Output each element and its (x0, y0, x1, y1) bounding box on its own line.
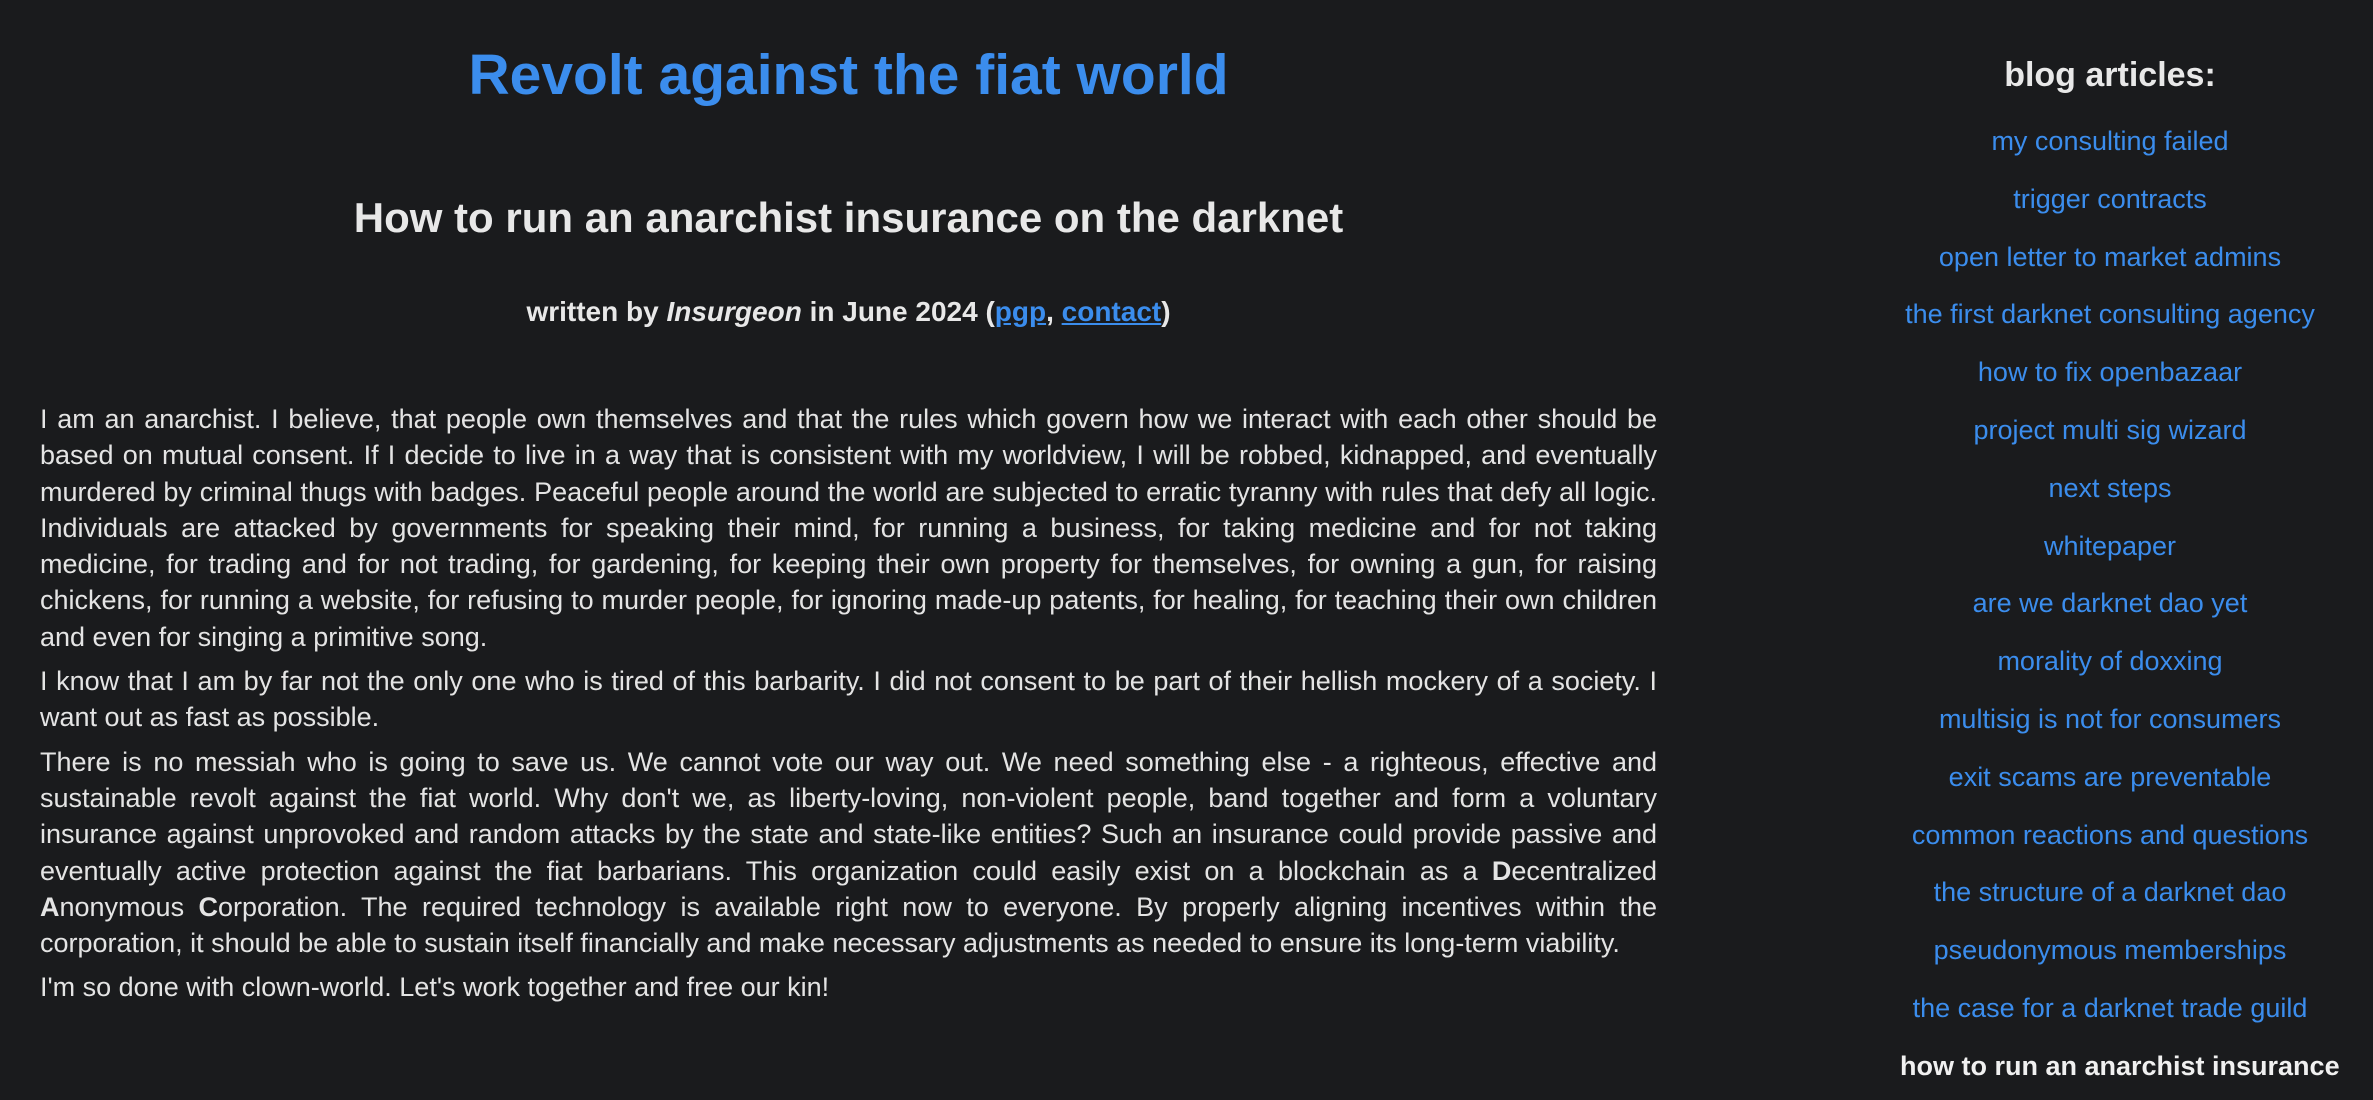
author-name: Insurgeon (666, 296, 802, 327)
sidebar-heading: blog articles: (2004, 56, 2216, 94)
byline-suffix: ) (1161, 296, 1171, 327)
dac-letter-a: A (40, 891, 60, 922)
list-item (1900, 402, 2320, 460)
byline-separator: , (1046, 296, 1054, 327)
list-item (1900, 749, 2320, 807)
list-item (1900, 633, 2320, 691)
article-link[interactable]: are we darknet dao yet (1972, 588, 2248, 619)
current-article-item (1900, 1038, 2340, 1096)
list-item (1900, 980, 2320, 1038)
byline (40, 242, 1657, 328)
paragraph-1: I am an anarchist. I believe, that people own themselves and that the rules which govern how we interact with each other should be based on mutual consent. If I decide to live in a way that is consistent with my worldview, I will be robbed, kidnapped, and eventually murdered by criminal thugs with badges. Peaceful people around the world are subjected to erratic tyranny with rules that defy all logic. Individuals are attacked by governments for speaking their mind, for running a business, for taking medicine and for not taking medicine, for trading and for not trading, for gardening, for keeping their own property for themselves, for owning a gun, for raising chickens, for running a website, for refusing to murder people, for ignoring made-up patents, for healing, for teaching their own children and even for singing a primitive song. (40, 404, 1657, 652)
list-item (1900, 344, 2320, 402)
paragraph-3-part-a: There is no messiah who is going to save us. We cannot vote our way out. We need something else - a righteous, effective and sustainable revolt against the fiat world. Why don't we, as liberty-loving, non-violent people, band together and form a voluntary insurance against unprovoked and random attacks by the state and state-like entities? Such an insurance could provide passive and eventually active protection against the fiat barbarians. This organization could easily exist on a blockchain as a (40, 746, 1657, 886)
list-item (1900, 691, 2320, 749)
article-link[interactable]: next steps (2048, 472, 2172, 503)
article-link[interactable]: morality of doxxing (1997, 646, 2223, 677)
main-content (40, 0, 1657, 1014)
article-link[interactable]: open letter to market admins (1938, 241, 2282, 272)
article-body (40, 401, 1657, 1006)
current-article-label: how to run an anarchist insurance (1900, 1050, 2340, 1081)
article-list (1900, 96, 2340, 1096)
article-link[interactable]: the first darknet consulting agency (1905, 299, 2315, 330)
article-link[interactable]: my consulting failed (1991, 126, 2229, 156)
article-title: How to run an anarchist insurance on the darknet (353, 194, 1344, 241)
sidebar (1900, 0, 2340, 1096)
contact-link[interactable]: contact (1061, 296, 1162, 327)
list-item (1900, 286, 2320, 344)
dac-word-anonymous: nonymous (59, 891, 199, 922)
dac-letter-d: D (1491, 855, 1512, 886)
list-item (1900, 518, 2320, 576)
list-item (1900, 460, 2320, 518)
article-link[interactable]: whitepaper (2043, 530, 2177, 561)
article-link[interactable]: pseudonymous memberships (1933, 935, 2287, 966)
list-item (1900, 113, 2320, 171)
paragraph-3 (40, 744, 1657, 962)
byline-prefix: written by (526, 296, 659, 327)
dac-word-decentralized: ecentralized (1511, 855, 1657, 886)
paragraph-3-part-b: orporation. The required technology is available right now to everyone. By properly aligning incentives within the corporation, it should be able to sustain itself financially and make necessary adjustments as needed to ensure its long-term viability. (40, 891, 1657, 959)
article-link[interactable]: exit scams are preventable (1948, 761, 2272, 792)
site-title: Revolt against the fiat world (468, 43, 1229, 107)
list-item (1900, 807, 2320, 865)
paragraph-2: I know that I am by far not the only one who is tired of this barbarity. I did not consent to be part of their hellish mockery of a society. I want out as fast as possible. (40, 666, 1657, 733)
paragraph-4: I'm so done with clown-world. Let's work together and free our kin! (40, 972, 830, 1003)
list-item (1900, 575, 2320, 633)
article-link[interactable]: common reactions and questions (1911, 819, 2309, 850)
article-link[interactable]: multisig is not for consumers (1938, 703, 2282, 734)
list-item (1900, 171, 2320, 229)
list-item (1900, 229, 2320, 287)
article-link[interactable]: trigger contracts (2013, 183, 2207, 214)
article-link[interactable]: the structure of a darknet dao (1933, 877, 2287, 908)
list-item (1900, 922, 2320, 980)
article-link[interactable]: how to fix openbazaar (1977, 357, 2243, 388)
article-link[interactable]: the case for a darknet trade guild (1912, 992, 2308, 1023)
list-item (1900, 864, 2320, 922)
dac-letter-c: C (198, 891, 218, 922)
pgp-link[interactable]: pgp (994, 296, 1047, 327)
article-link[interactable]: project multi sig wizard (1973, 414, 2247, 445)
byline-date: in June 2024 ( (809, 296, 995, 327)
